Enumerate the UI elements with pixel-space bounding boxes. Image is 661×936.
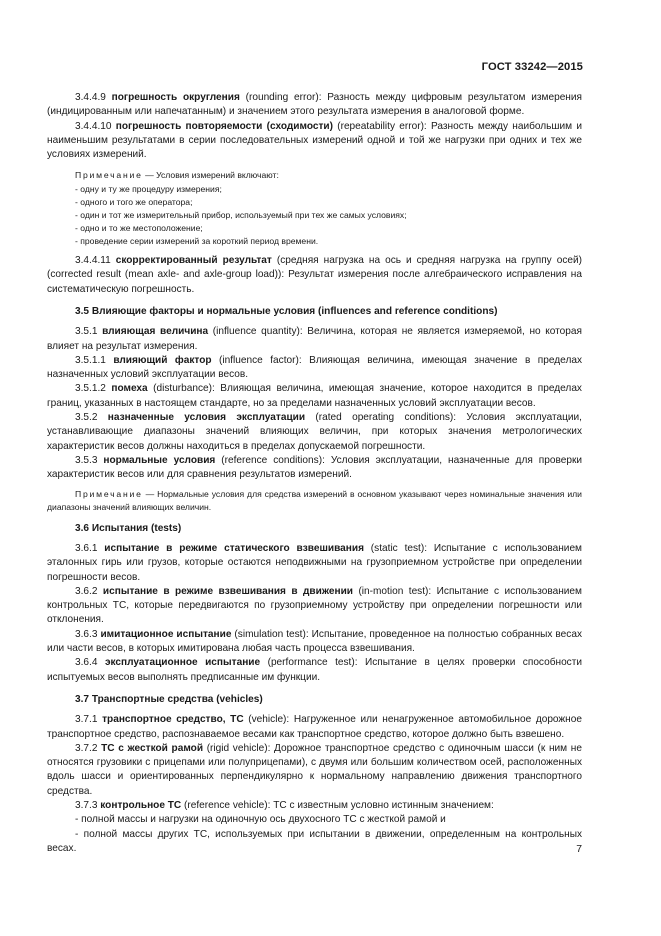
clause-3-4-4-9 (47, 91, 582, 120)
clause-number: 3.5.1 (75, 326, 103, 338)
note-heading (75, 169, 582, 182)
clause-term: контрольное ТС (100, 800, 182, 812)
document-number: ГОСТ 33242—2015 (481, 61, 583, 73)
note-list-item: - одно и то же местоположение; (75, 222, 203, 233)
note-label: Примечание (75, 170, 143, 181)
clause-number: 3.5.2 (75, 412, 108, 424)
note-dash: — (142, 170, 157, 181)
clause-text: (simulation test): Испытание, проведенное на полностью собранных весах или части весов, в которых имитирована любая часть процесса взвешивания. (47, 628, 582, 655)
note-text: Нормальные условия для средства измерений в основном указывают через номинальные значения или диапазоны значений влияющих величин. (47, 488, 582, 512)
clause-3-7-1 (47, 713, 582, 742)
note-list-item: - одного и того же оператора; (75, 196, 193, 207)
clause-term: эксплуатационное испытание (104, 657, 261, 669)
note-list-item: - одну и ту же процедуру измерения; (75, 183, 222, 194)
clause-text: (influence quantity): Величина, которая не является измеряемой, но которая влияет на результат измерения. (47, 326, 582, 352)
clause-3-4-4-10 (47, 120, 582, 163)
clause-3-5-3 (47, 454, 582, 483)
section-heading-3-6: 3.6 Испытания (tests) (75, 522, 182, 534)
clause-text: (средняя нагрузка на ось и средняя нагрузка на группу осей) (corrected result (mean axle- and axle-group load)): Результат измерения после алгебраического исправления на систематическую погрешность. (47, 255, 582, 295)
clause-text: (reference vehicle): ТС с известным условно истинным значением: (181, 800, 494, 812)
clause-number: 3.5.1.1 (75, 354, 114, 366)
list-item: - полной массы и нагрузки на одиночную ось двухосного ТС с жесткой рамой и (75, 814, 446, 826)
page-number: 7 (576, 844, 582, 855)
clause-term: имитационное испытание (100, 628, 232, 640)
page-content (47, 91, 582, 856)
clause-number: 3.6.3 (75, 628, 101, 640)
clause-number: 3.4.4.11 (75, 255, 116, 267)
clause-number: 3.4.4.10 (75, 120, 116, 132)
clause-text: (in-motion test): Испытание с использованием контрольных ТС, которые передвигаются по грузоприемному устройству при определении погрешности или отклонения. (47, 585, 582, 626)
note-list-item: - один и тот же измерительный прибор, используемый при тех же самых условиях; (75, 209, 407, 220)
clause-term: погрешность округления (111, 92, 240, 103)
clause-term: нормальные условия (103, 454, 216, 466)
clause-term: скорректированный результат (115, 255, 272, 267)
clause-term: испытание в режиме статического взвешивания (104, 542, 364, 554)
list-item: - полной массы других ТС, используемых при испытании в движении, определенным на контрольных весах. (47, 828, 582, 854)
clause-3-7-2 (47, 742, 582, 799)
clause-number: 3.5.1.2 (75, 383, 112, 395)
clause-term: назначенные условия эксплуатации (107, 412, 306, 424)
clause-term: влияющая величина (102, 326, 209, 338)
clause-text: (reference conditions): Условия эксплуатации, назначенные для проверки характеристик весов или для сравнения результатов измерений. (47, 454, 582, 481)
note-measurement-conditions (47, 169, 582, 248)
clause-3-7-3 (47, 799, 582, 813)
clause-text: (rated operating conditions): Условия эксплуатации, устанавливающие диапазоны значений влияющих величин, при которых значения метрологических характеристик весов должны находиться в пределах допускаемой погрешности. (47, 412, 582, 452)
clause-term: погрешность повторяемости (сходимости) (115, 120, 333, 132)
clause-term: помеха (111, 383, 148, 395)
note-label: Примечание (75, 488, 143, 499)
clause-text: (influence factor): Влияющая величина, имеющая значение в пределах назначенных условий эксплуатации весов. (47, 354, 582, 381)
clause-3-5-1 (47, 325, 582, 354)
note-dash: — (142, 488, 158, 499)
clause-number: 3.6.1 (75, 542, 105, 554)
section-heading-3-7: 3.7 Транспортные средства (vehicles) (75, 693, 263, 705)
clause-number: 3.7.1 (75, 714, 103, 726)
clause-text: (static test): Испытание с использованием эталонных гирь или грузов, которые остаются неподвижными на грузоприемном устройстве при определении погрешности весов. (47, 542, 582, 583)
clause-number: 3.7.2 (75, 742, 102, 754)
clause-3-4-4-11 (47, 254, 582, 297)
clause-number: 3.4.4.9 (75, 92, 112, 103)
clause-3-6-2 (47, 585, 582, 628)
clause-term: транспортное средство, ТС (102, 714, 244, 726)
clause-3-6-4 (47, 656, 582, 685)
clause-text: (disturbance): Влияющая величина, имеющая значение, которое находится в пределах границ, указанных в настоящем стандарте, но за пределами назначенных условий эксплуатации весов. (47, 383, 582, 409)
clause-3-5-1-1 (47, 354, 582, 383)
clause-3-5-1-2 (47, 382, 582, 411)
clause-term: испытание в режиме взвешивания в движении (102, 585, 353, 597)
clause-term: ТС с жесткой рамой (101, 742, 204, 754)
clause-number: 3.7.3 (75, 800, 101, 812)
note-intro: Условия измерений включают: (156, 170, 279, 181)
clause-text: (performance test): Испытание в целях проверки способности испытуемых весов выполнять предписанные им функции. (47, 657, 582, 683)
clause-number: 3.6.4 (75, 657, 105, 669)
clause-text: (repeatability error): Разность между наибольшим и наименьшим результатами в серии последовательных измерений одной и той же нагрузки при одних и тех же условиях измерений. (47, 120, 582, 161)
clause-3-5-2 (47, 411, 582, 454)
clause-3-6-1 (47, 542, 582, 585)
clause-3-6-3 (47, 628, 582, 657)
clause-text: (vehicle): Нагруженное или ненагруженное автомобильное дорожное транспортное средство, распознаваемое весами как транспортное средство, которое должно быть взвешено. (47, 714, 582, 740)
clause-term: влияющий фактор (113, 354, 212, 366)
clause-number: 3.6.2 (75, 585, 103, 597)
section-heading-3-5: 3.5 Влияющие факторы и нормальные условия (influences and reference conditions) (75, 305, 498, 317)
clause-number: 3.5.3 (75, 454, 104, 466)
clause-text: (rigid vehicle): Дорожное транспортное средство с одиночным шасси (к ним не относятся грузовики с прицепами или полуприцепами), с двумя или большим количеством осей, расположенных вдоль шасси и ориентированных перпендикулярно к нормальному направлению движения транспортного средства. (47, 742, 582, 797)
note-reference-conditions (47, 488, 582, 514)
note-list-item: - проведение серии измерений за короткий период времени. (75, 235, 319, 246)
clause-text: (rounding error): Разность между цифровым результатом измерения (индицированным или напечатанным) и значением этого результата измерения в аналоговой форме. (47, 92, 582, 118)
